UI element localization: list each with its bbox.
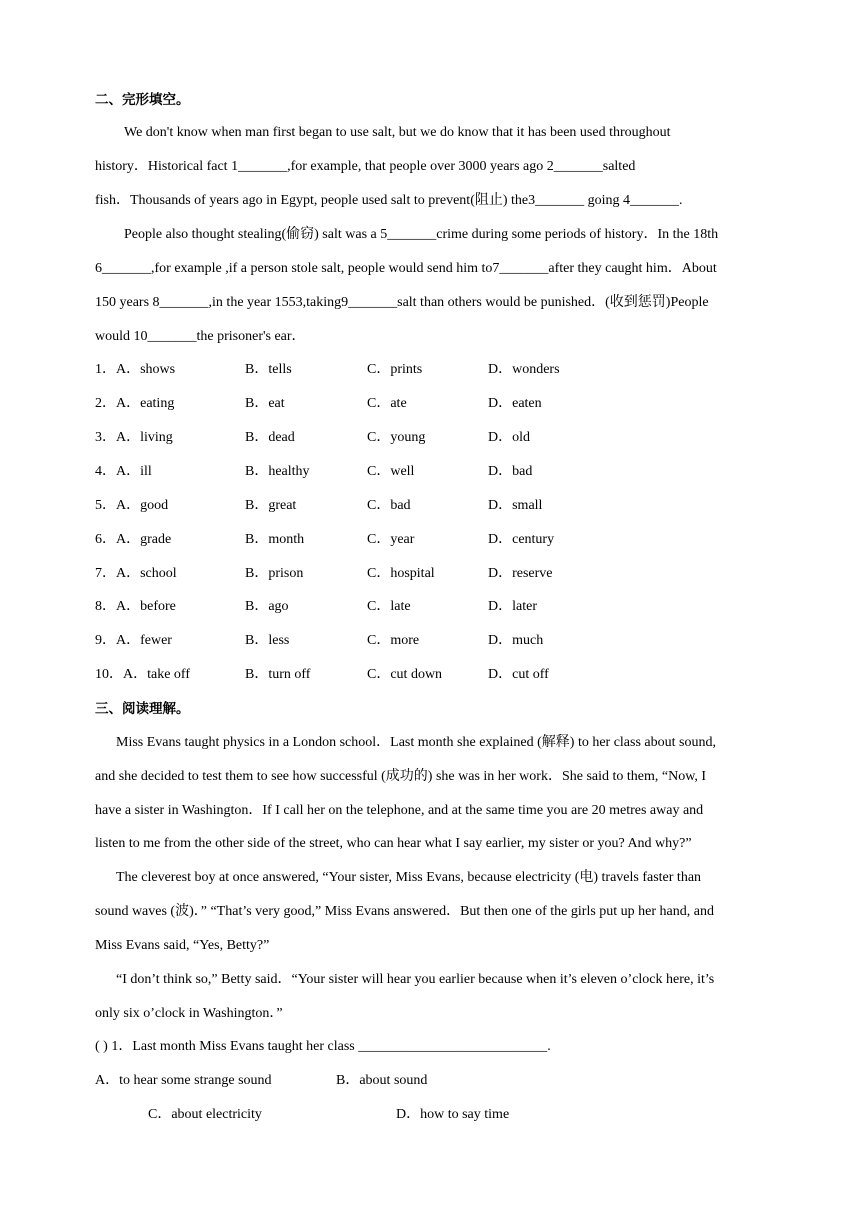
question-number-and-option-a: 3．A．living	[95, 430, 173, 445]
reading-passage-line: Miss Evans said, “Yes, Betty?”	[95, 938, 270, 953]
cloze-question-6	[95, 530, 780, 550]
cloze-question-8	[95, 597, 780, 617]
option-d: D．bad	[488, 464, 533, 479]
cloze-question-1	[95, 360, 780, 380]
question-number-and-option-a: 4．A．ill	[95, 464, 152, 479]
option-c: C．cut down	[367, 667, 443, 682]
option-b: B．dead	[245, 430, 295, 445]
reading-passage-line: sound waves (波)．” “That’s very good,” Miss Evans answered．But then one of the girls put up her hand, and	[95, 904, 714, 919]
cloze-question-9	[95, 631, 780, 651]
reading-passage-line: and she decided to test them to see how successful (成功的) she was in her work．She said to them, “Now, I	[95, 769, 707, 784]
cloze-passage-line: 150 years 8_______,in the year 1553,taking9_______salt than others would be punished．(收到惩罚)People	[95, 295, 709, 310]
question-number-and-option-a: 1．A．shows	[95, 362, 176, 377]
option-c: C．ate	[367, 396, 407, 411]
question-number-and-option-a: 6．A．grade	[95, 532, 172, 547]
cloze-passage-line: People also thought stealing(偷窃) salt was a 5_______crime during some periods of history．In the 18th	[124, 227, 719, 242]
reading-passage-line: listen to me from the other side of the street, who can hear what I say earlier, my sister or you? And why?”	[95, 836, 692, 851]
option-c: C．late	[367, 599, 411, 614]
cloze-passage-line: would 10_______the prisoner's ear．	[95, 329, 306, 344]
option-d: D．wonders	[488, 362, 560, 377]
option-b: B．prison	[245, 566, 304, 581]
option-c: C．prints	[367, 362, 423, 377]
cloze-question-7	[95, 564, 780, 584]
cloze-question-3	[95, 428, 780, 448]
question-number-and-option-a: 5．A．good	[95, 498, 169, 513]
option-c: C．bad	[367, 498, 411, 513]
option-c: C．well	[367, 464, 415, 479]
option-c: C．about electricity	[148, 1107, 262, 1122]
reading-passage-line: “I don’t think so,” Betty said．“Your sister will hear you earlier because when it’s eleven o’clock here, it’s	[116, 972, 715, 987]
reading-passage-line: Miss Evans taught physics in a London school．Last month she explained (解释) to her class about sound,	[116, 735, 716, 750]
option-d: D．cut off	[488, 667, 549, 682]
option-c: C．more	[367, 633, 420, 648]
cloze-passage-line: fish．Thousands of years ago in Egypt, people used salt to prevent(阻止) the3_______ going 4_______.	[95, 193, 683, 208]
option-d: D．much	[488, 633, 544, 648]
cloze-passage-line: 6_______,for example ,if a person stole salt, people would send him to7_______after they caught him．About	[95, 261, 717, 276]
option-c: C．young	[367, 430, 426, 445]
cloze-heading: 二、完形填空。	[95, 92, 190, 108]
reading-question-1-stem: ( ) 1．Last month Miss Evans taught her class ___________________________.	[95, 1039, 551, 1054]
option-d: D．small	[488, 498, 543, 513]
cloze-question-4	[95, 462, 780, 482]
option-b: B．great	[245, 498, 297, 513]
cloze-passage-line: history．Historical fact 1_______,for example, that people over 3000 years ago 2_______salted	[95, 159, 636, 174]
option-d: D．reserve	[488, 566, 553, 581]
question-number-and-option-a: 2．A．eating	[95, 396, 175, 411]
option-b: B．turn off	[245, 667, 311, 682]
option-b: B．less	[245, 633, 290, 648]
option-b: B．ago	[245, 599, 289, 614]
cloze-question-2	[95, 394, 780, 414]
question-number-and-option-a: 10．A．take off	[95, 667, 190, 682]
reading-question-1-options-row-2	[0, 1105, 860, 1125]
reading-passage-line: The cleverest boy at once answered, “Your sister, Miss Evans, because electricity (电) travels faster than	[116, 870, 702, 885]
option-b: B．about sound	[336, 1073, 428, 1088]
option-d: D．century	[488, 532, 555, 547]
option-c: C．year	[367, 532, 415, 547]
option-b: B．month	[245, 532, 305, 547]
option-c: C．hospital	[367, 566, 435, 581]
option-d: D．eaten	[488, 396, 542, 411]
reading-question-1-options-row-1	[0, 1071, 860, 1091]
reading-passage-line: only six o’clock in Washington．”	[95, 1006, 283, 1021]
option-b: B．healthy	[245, 464, 310, 479]
question-number-and-option-a: 7．A．school	[95, 566, 177, 581]
reading-passage-line: have a sister in Washington．If I call her on the telephone, and at the same time you are 20 metres away and	[95, 803, 704, 818]
cloze-passage-line: We don't know when man first began to use salt, but we do know that it has been used throughout	[124, 125, 671, 140]
option-d: D．how to say time	[396, 1107, 510, 1122]
question-number-and-option-a: 8．A．before	[95, 599, 176, 614]
option-d: D．old	[488, 430, 530, 445]
option-b: B．eat	[245, 396, 285, 411]
question-number-and-option-a: 9．A．fewer	[95, 633, 172, 648]
reading-heading: 三、阅读理解。	[95, 701, 190, 717]
option-a: A．to hear some strange sound	[95, 1073, 272, 1088]
option-d: D．later	[488, 599, 537, 614]
cloze-question-5	[95, 496, 780, 516]
option-b: B．tells	[245, 362, 292, 377]
cloze-question-10	[95, 665, 780, 685]
